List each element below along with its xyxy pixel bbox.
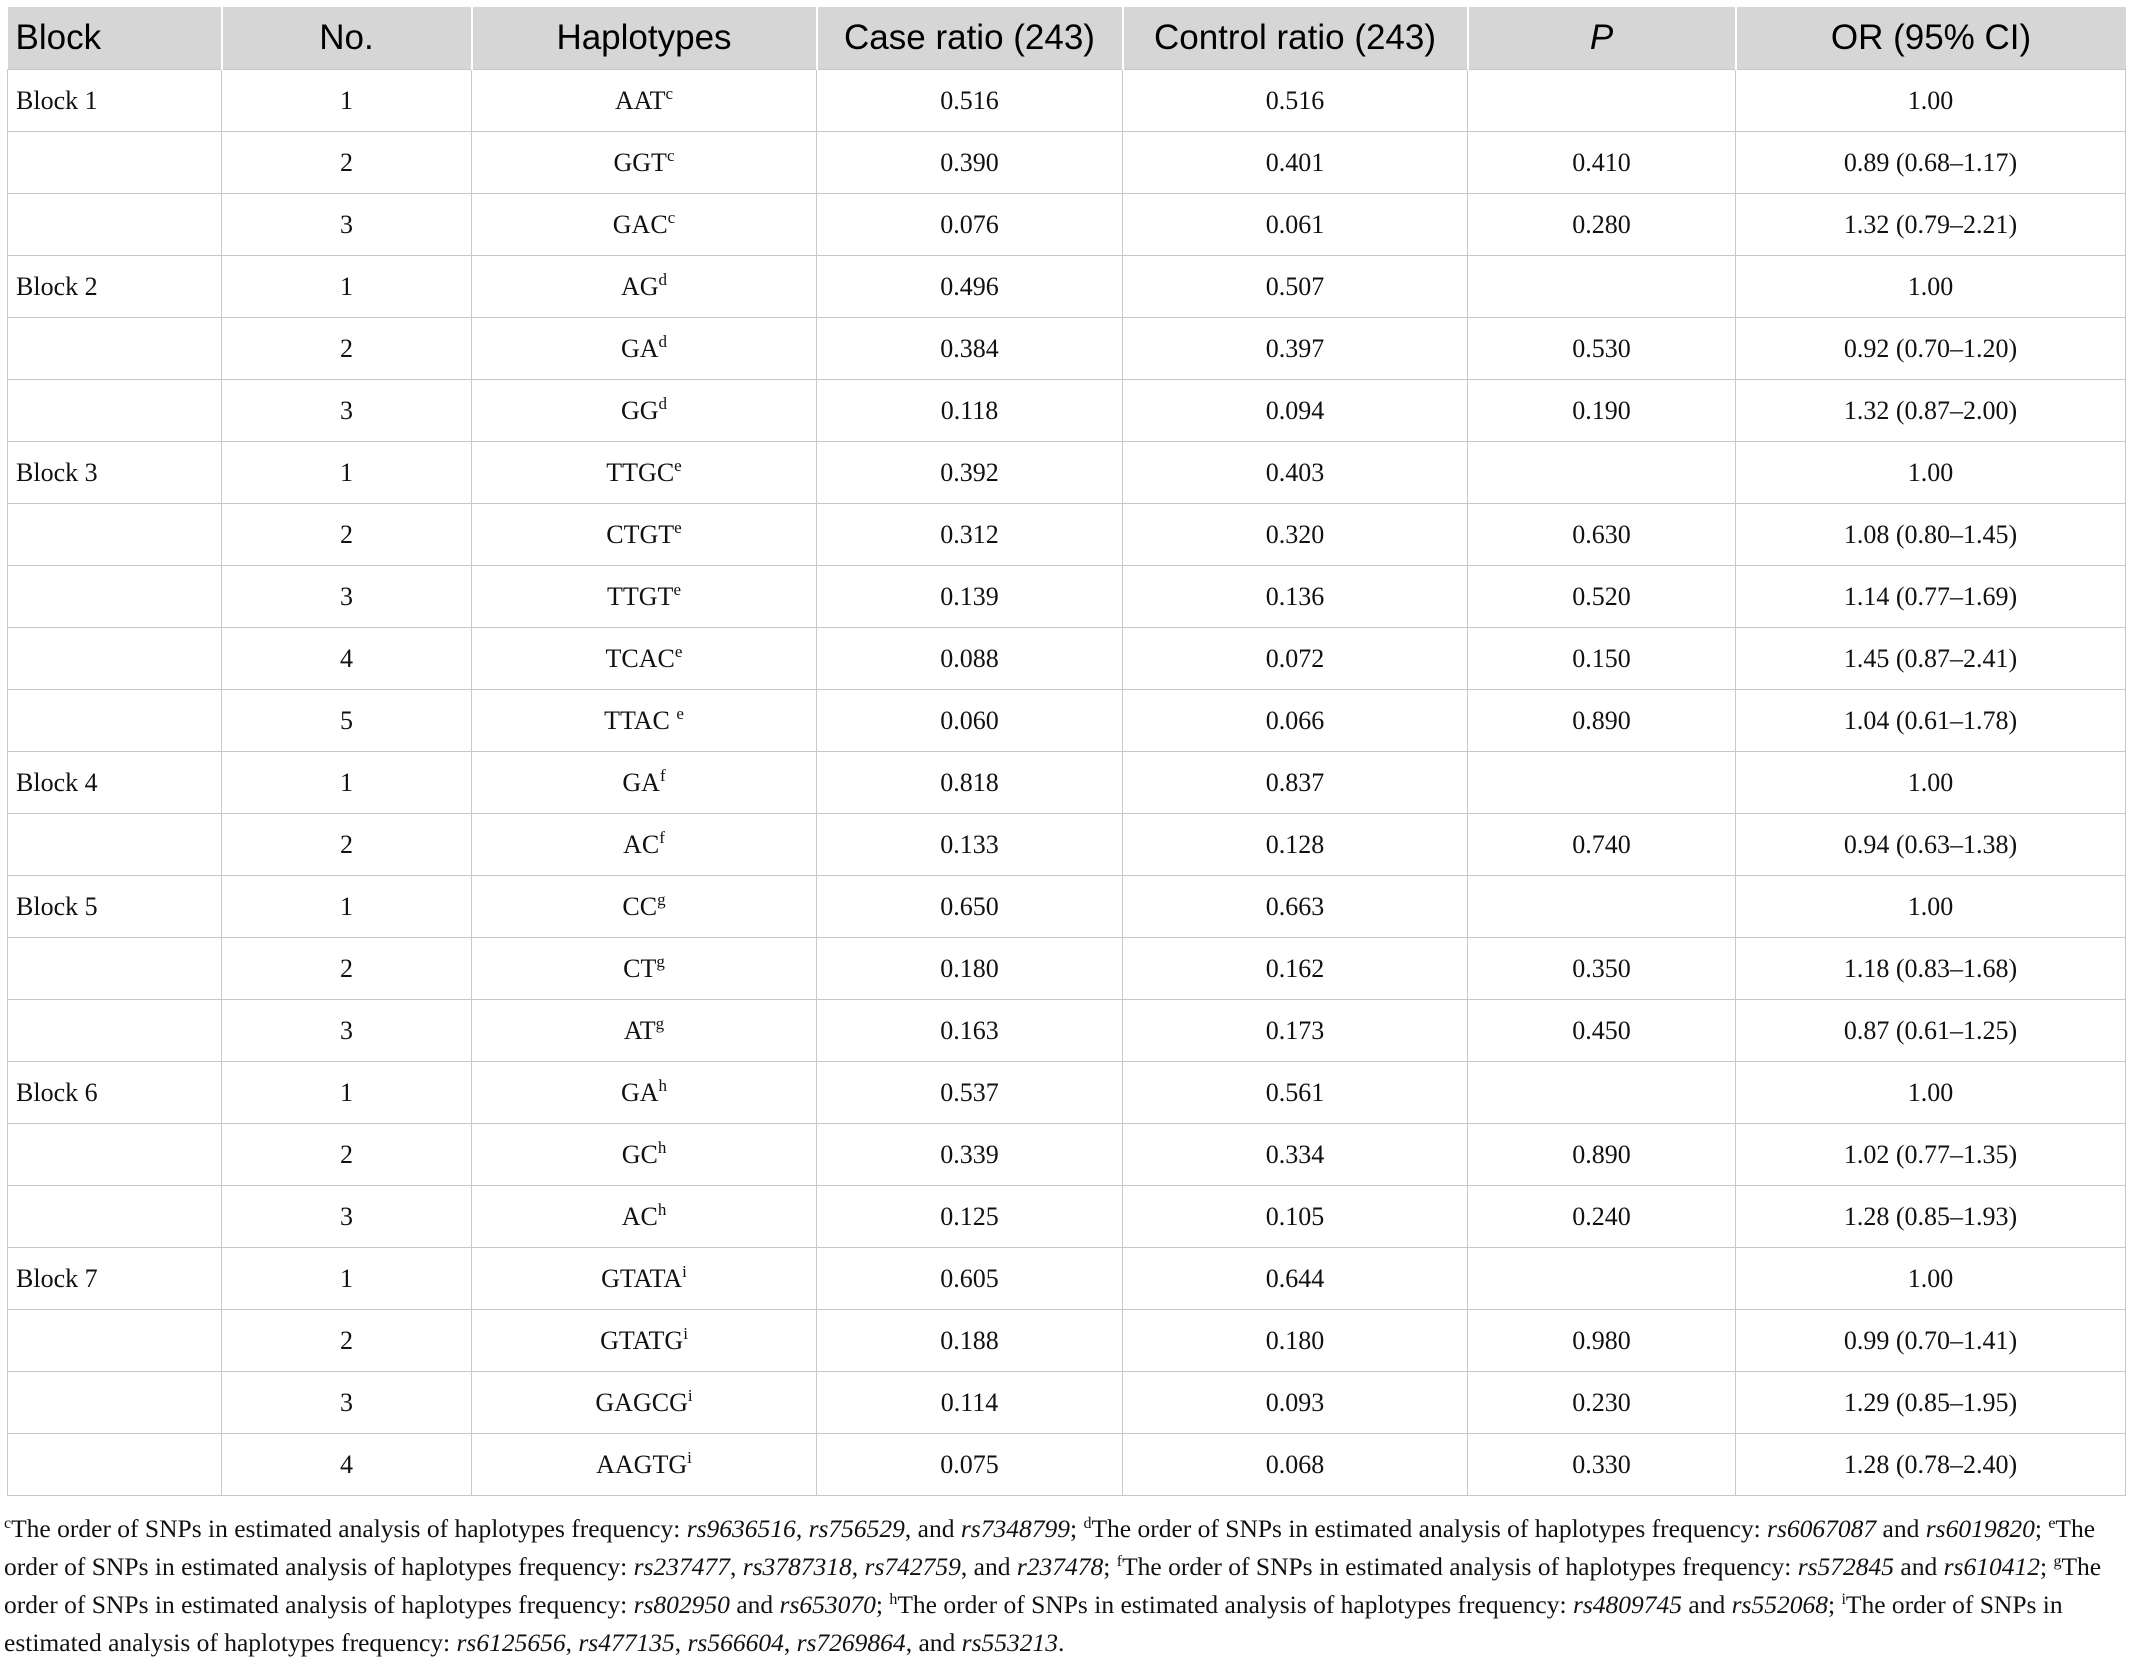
table-footnote bbox=[4, 1510, 2126, 1662]
cell-odds-ratio: 1.32 (0.87–2.00) bbox=[1736, 380, 2126, 442]
cell-p-value: 0.890 bbox=[1468, 1124, 1736, 1186]
cell-p-value: 0.890 bbox=[1468, 690, 1736, 752]
col-header-or: OR (95% CI) bbox=[1736, 7, 2126, 70]
cell-p-value: 0.150 bbox=[1468, 628, 1736, 690]
footnote-mark: d bbox=[1083, 1515, 1092, 1532]
cell-control-ratio: 0.837 bbox=[1123, 752, 1468, 814]
table-row bbox=[8, 1372, 2126, 1434]
footnote-text: and bbox=[1894, 1552, 1944, 1581]
cell-odds-ratio: 1.02 (0.77–1.35) bbox=[1736, 1124, 2126, 1186]
cell-case-ratio: 0.125 bbox=[817, 1186, 1123, 1248]
snp-id: rs653070 bbox=[779, 1590, 876, 1619]
cell-block bbox=[8, 318, 222, 380]
cell-p-value: 0.330 bbox=[1468, 1434, 1736, 1496]
cell-no: 1 bbox=[222, 876, 472, 938]
footnote-marker: d bbox=[658, 331, 668, 351]
cell-control-ratio: 0.162 bbox=[1123, 938, 1468, 1000]
snp-id: rs237477 bbox=[633, 1552, 730, 1581]
footnote-marker: e bbox=[676, 703, 684, 723]
cell-haplotype bbox=[472, 1434, 817, 1496]
cell-no: 2 bbox=[222, 1124, 472, 1186]
cell-p-value: 0.280 bbox=[1468, 194, 1736, 256]
haplotype-sequence: GGT bbox=[613, 147, 667, 177]
cell-p-value: 0.450 bbox=[1468, 1000, 1736, 1062]
haplotype-sequence: GAC bbox=[612, 209, 668, 239]
cell-odds-ratio: 1.14 (0.77–1.69) bbox=[1736, 566, 2126, 628]
snp-id: rs7348799 bbox=[960, 1514, 1070, 1543]
footnote-marker: d bbox=[658, 269, 668, 289]
footnote-text: , bbox=[565, 1628, 579, 1657]
cell-p-value: 0.410 bbox=[1468, 132, 1736, 194]
cell-control-ratio: 0.061 bbox=[1123, 194, 1468, 256]
cell-haplotype bbox=[472, 504, 817, 566]
footnote-marker: e bbox=[673, 579, 681, 599]
cell-block bbox=[8, 380, 222, 442]
cell-case-ratio: 0.390 bbox=[817, 132, 1123, 194]
footnote-mark: f bbox=[1116, 1553, 1123, 1570]
snp-id: rs610412 bbox=[1943, 1552, 2040, 1581]
snp-id: rs3787318 bbox=[742, 1552, 852, 1581]
haplotype-sequence: GTATA bbox=[601, 1263, 683, 1293]
cell-control-ratio: 0.320 bbox=[1123, 504, 1468, 566]
col-header-block: Block bbox=[8, 7, 222, 70]
cell-block: Block 3 bbox=[8, 442, 222, 504]
cell-haplotype bbox=[472, 194, 817, 256]
cell-p-value bbox=[1468, 876, 1736, 938]
cell-odds-ratio: 0.94 (0.63–1.38) bbox=[1736, 814, 2126, 876]
footnote-text: , and bbox=[960, 1552, 1017, 1581]
cell-p-value: 0.520 bbox=[1468, 566, 1736, 628]
cell-odds-ratio: 1.45 (0.87–2.41) bbox=[1736, 628, 2126, 690]
footnote-text: ; bbox=[2039, 1552, 2054, 1581]
cell-haplotype bbox=[472, 1186, 817, 1248]
cell-case-ratio: 0.088 bbox=[817, 628, 1123, 690]
cell-no: 3 bbox=[222, 1000, 472, 1062]
cell-no: 3 bbox=[222, 566, 472, 628]
cell-case-ratio: 0.496 bbox=[817, 256, 1123, 318]
cell-block bbox=[8, 1434, 222, 1496]
cell-p-value: 0.980 bbox=[1468, 1310, 1736, 1372]
footnote-marker: i bbox=[682, 1261, 687, 1281]
footnote-text: and bbox=[729, 1590, 780, 1619]
cell-no: 2 bbox=[222, 132, 472, 194]
cell-no: 3 bbox=[222, 380, 472, 442]
col-header-p: P bbox=[1468, 7, 1736, 70]
cell-block: Block 4 bbox=[8, 752, 222, 814]
cell-odds-ratio: 1.00 bbox=[1736, 876, 2126, 938]
table-row bbox=[8, 1124, 2126, 1186]
cell-p-value: 0.230 bbox=[1468, 1372, 1736, 1434]
cell-p-value bbox=[1468, 442, 1736, 504]
cell-p-value bbox=[1468, 752, 1736, 814]
footnote-text: ; bbox=[1069, 1514, 1084, 1543]
cell-haplotype bbox=[472, 876, 817, 938]
haplotype-sequence: CT bbox=[623, 953, 657, 983]
cell-no: 1 bbox=[222, 442, 472, 504]
cell-p-value: 0.190 bbox=[1468, 380, 1736, 442]
footnote-marker: i bbox=[687, 1447, 692, 1467]
cell-case-ratio: 0.537 bbox=[817, 1062, 1123, 1124]
cell-p-value: 0.530 bbox=[1468, 318, 1736, 380]
footnote-marker: h bbox=[657, 1137, 667, 1157]
footnote-text: ; bbox=[1103, 1552, 1117, 1581]
cell-control-ratio: 0.173 bbox=[1123, 1000, 1468, 1062]
col-header-case-ratio: Case ratio (243) bbox=[817, 7, 1123, 70]
cell-p-value: 0.630 bbox=[1468, 504, 1736, 566]
haplotype-sequence: TCAC bbox=[605, 643, 675, 673]
footnote-marker: c bbox=[666, 145, 675, 165]
cell-case-ratio: 0.818 bbox=[817, 752, 1123, 814]
snp-id: rs572845 bbox=[1797, 1552, 1895, 1581]
footnote-marker: f bbox=[659, 827, 665, 847]
cell-block bbox=[8, 1372, 222, 1434]
cell-odds-ratio: 1.00 bbox=[1736, 70, 2126, 132]
table-row bbox=[8, 504, 2126, 566]
table-row bbox=[8, 318, 2126, 380]
footnote-text: and bbox=[1876, 1514, 1926, 1543]
cell-haplotype bbox=[472, 442, 817, 504]
cell-control-ratio: 0.180 bbox=[1123, 1310, 1468, 1372]
cell-no: 3 bbox=[222, 1372, 472, 1434]
footnote-marker: i bbox=[683, 1323, 688, 1343]
footnote-marker: f bbox=[659, 765, 666, 785]
snp-id: rs4809745 bbox=[1572, 1590, 1683, 1619]
table-body bbox=[8, 70, 2126, 1496]
footnote-text: ; bbox=[1827, 1590, 1842, 1619]
footnote-prefix: The order of SNPs in estimated analysis of haplotypes frequency: bbox=[897, 1590, 1573, 1619]
footnote-prefix: The order of SNPs in estimated analysis of haplotypes frequency: bbox=[4, 1590, 2063, 1657]
cell-control-ratio: 0.401 bbox=[1123, 132, 1468, 194]
cell-case-ratio: 0.163 bbox=[817, 1000, 1123, 1062]
footnote-mark: i bbox=[1841, 1591, 1846, 1608]
footnote-prefix: The order of SNPs in estimated analysis of haplotypes frequency: bbox=[1122, 1552, 1798, 1581]
haplotype-sequence: AT bbox=[623, 1015, 656, 1045]
cell-haplotype bbox=[472, 1372, 817, 1434]
cell-odds-ratio: 1.28 (0.85–1.93) bbox=[1736, 1186, 2126, 1248]
footnote-marker: e bbox=[674, 517, 682, 537]
footnote-marker: c bbox=[667, 207, 676, 227]
cell-no: 4 bbox=[222, 1434, 472, 1496]
cell-haplotype bbox=[472, 318, 817, 380]
cell-haplotype bbox=[472, 752, 817, 814]
cell-block bbox=[8, 628, 222, 690]
cell-block bbox=[8, 132, 222, 194]
haplotype-sequence: GA bbox=[622, 767, 660, 797]
cell-control-ratio: 0.334 bbox=[1123, 1124, 1468, 1186]
footnote-prefix: The order of SNPs in estimated analysis of haplotypes frequency: bbox=[4, 1552, 2102, 1619]
footnote-text: and bbox=[1682, 1590, 1732, 1619]
cell-haplotype bbox=[472, 132, 817, 194]
table-row bbox=[8, 876, 2126, 938]
cell-block: Block 5 bbox=[8, 876, 222, 938]
cell-case-ratio: 0.075 bbox=[817, 1434, 1123, 1496]
cell-case-ratio: 0.060 bbox=[817, 690, 1123, 752]
cell-block bbox=[8, 504, 222, 566]
table-row bbox=[8, 938, 2126, 1000]
table-row bbox=[8, 1434, 2126, 1496]
cell-no: 4 bbox=[222, 628, 472, 690]
cell-block bbox=[8, 814, 222, 876]
cell-block: Block 7 bbox=[8, 1248, 222, 1310]
cell-odds-ratio: 0.87 (0.61–1.25) bbox=[1736, 1000, 2126, 1062]
cell-control-ratio: 0.516 bbox=[1123, 70, 1468, 132]
cell-block: Block 1 bbox=[8, 70, 222, 132]
cell-odds-ratio: 1.18 (0.83–1.68) bbox=[1736, 938, 2126, 1000]
cell-case-ratio: 0.384 bbox=[817, 318, 1123, 380]
table-row bbox=[8, 1310, 2126, 1372]
cell-block bbox=[8, 194, 222, 256]
cell-case-ratio: 0.188 bbox=[817, 1310, 1123, 1372]
cell-odds-ratio: 1.04 (0.61–1.78) bbox=[1736, 690, 2126, 752]
cell-no: 1 bbox=[222, 70, 472, 132]
snp-id: r237478 bbox=[1016, 1552, 1104, 1581]
footnote-marker: e bbox=[674, 641, 683, 661]
haplotype-sequence: AC bbox=[623, 829, 660, 859]
cell-case-ratio: 0.312 bbox=[817, 504, 1123, 566]
cell-haplotype bbox=[472, 628, 817, 690]
cell-case-ratio: 0.180 bbox=[817, 938, 1123, 1000]
cell-case-ratio: 0.114 bbox=[817, 1372, 1123, 1434]
cell-control-ratio: 0.128 bbox=[1123, 814, 1468, 876]
cell-odds-ratio: 0.92 (0.70–1.20) bbox=[1736, 318, 2126, 380]
cell-block: Block 2 bbox=[8, 256, 222, 318]
cell-block bbox=[8, 1186, 222, 1248]
footnote-prefix: The order of SNPs in estimated analysis of haplotypes frequency: bbox=[1091, 1514, 1768, 1543]
cell-control-ratio: 0.094 bbox=[1123, 380, 1468, 442]
snp-id: rs566604 bbox=[687, 1628, 784, 1657]
footnote-prefix: The order of SNPs in estimated analysis of haplotypes frequency: bbox=[4, 1514, 2096, 1581]
footnote-marker: i bbox=[687, 1385, 693, 1405]
cell-odds-ratio: 1.28 (0.78–2.40) bbox=[1736, 1434, 2126, 1496]
cell-no: 1 bbox=[222, 1062, 472, 1124]
snp-id: rs6067087 bbox=[1767, 1514, 1877, 1543]
cell-no: 5 bbox=[222, 690, 472, 752]
cell-p-value bbox=[1468, 1062, 1736, 1124]
cell-p-value: 0.240 bbox=[1468, 1186, 1736, 1248]
footnote-text: ; bbox=[875, 1590, 890, 1619]
table-row bbox=[8, 70, 2126, 132]
table-row bbox=[8, 1186, 2126, 1248]
cell-odds-ratio: 1.32 (0.79–2.21) bbox=[1736, 194, 2126, 256]
col-header-no: No. bbox=[222, 7, 472, 70]
snp-id: rs553213 bbox=[961, 1628, 1058, 1657]
footnote-text: , bbox=[795, 1514, 809, 1543]
cell-odds-ratio: 1.00 bbox=[1736, 442, 2126, 504]
cell-p-value bbox=[1468, 1248, 1736, 1310]
cell-haplotype bbox=[472, 1000, 817, 1062]
snp-id: rs6019820 bbox=[1925, 1514, 2035, 1543]
table-row bbox=[8, 442, 2126, 504]
footnote-mark: e bbox=[2048, 1515, 2056, 1532]
footnote-mark: c bbox=[4, 1515, 12, 1532]
cell-no: 2 bbox=[222, 814, 472, 876]
table-row bbox=[8, 628, 2126, 690]
cell-block bbox=[8, 1124, 222, 1186]
cell-odds-ratio: 0.99 (0.70–1.41) bbox=[1736, 1310, 2126, 1372]
col-header-control-ratio: Control ratio (243) bbox=[1123, 7, 1468, 70]
haplotype-sequence: TTAC bbox=[604, 705, 677, 735]
cell-case-ratio: 0.339 bbox=[817, 1124, 1123, 1186]
cell-p-value bbox=[1468, 256, 1736, 318]
snp-id: rs7269864 bbox=[796, 1628, 906, 1657]
cell-odds-ratio: 1.00 bbox=[1736, 752, 2126, 814]
table-row bbox=[8, 256, 2126, 318]
snp-id: rs756529 bbox=[808, 1514, 905, 1543]
cell-no: 2 bbox=[222, 318, 472, 380]
cell-haplotype bbox=[472, 70, 817, 132]
cell-block bbox=[8, 1310, 222, 1372]
table-row bbox=[8, 566, 2126, 628]
footnote-text: , bbox=[729, 1552, 743, 1581]
cell-control-ratio: 0.403 bbox=[1123, 442, 1468, 504]
haplotype-table-container bbox=[7, 7, 2125, 1496]
snp-id: rs477135 bbox=[578, 1628, 675, 1657]
footnote-marker: g bbox=[657, 889, 666, 909]
cell-control-ratio: 0.072 bbox=[1123, 628, 1468, 690]
snp-id: rs9636516 bbox=[686, 1514, 796, 1543]
cell-block bbox=[8, 938, 222, 1000]
cell-no: 2 bbox=[222, 1310, 472, 1372]
cell-no: 1 bbox=[222, 752, 472, 814]
haplotype-sequence: AAT bbox=[614, 85, 666, 115]
cell-p-value: 0.740 bbox=[1468, 814, 1736, 876]
snp-id: rs552068 bbox=[1731, 1590, 1828, 1619]
haplotype-table bbox=[7, 7, 2126, 1496]
cell-odds-ratio: 1.08 (0.80–1.45) bbox=[1736, 504, 2126, 566]
cell-block bbox=[8, 1000, 222, 1062]
cell-no: 2 bbox=[222, 504, 472, 566]
cell-control-ratio: 0.561 bbox=[1123, 1062, 1468, 1124]
cell-control-ratio: 0.644 bbox=[1123, 1248, 1468, 1310]
cell-control-ratio: 0.105 bbox=[1123, 1186, 1468, 1248]
cell-haplotype bbox=[472, 1310, 817, 1372]
cell-haplotype bbox=[472, 1248, 817, 1310]
snp-id: rs802950 bbox=[633, 1590, 730, 1619]
cell-haplotype bbox=[472, 690, 817, 752]
haplotype-sequence: GTATG bbox=[600, 1325, 684, 1355]
cell-no: 1 bbox=[222, 256, 472, 318]
cell-haplotype bbox=[472, 256, 817, 318]
cell-case-ratio: 0.392 bbox=[817, 442, 1123, 504]
cell-case-ratio: 0.133 bbox=[817, 814, 1123, 876]
cell-control-ratio: 0.093 bbox=[1123, 1372, 1468, 1434]
cell-no: 2 bbox=[222, 938, 472, 1000]
cell-haplotype bbox=[472, 1062, 817, 1124]
footnote-prefix: The order of SNPs in estimated analysis of haplotypes frequency: bbox=[11, 1514, 687, 1543]
cell-haplotype bbox=[472, 1124, 817, 1186]
cell-odds-ratio: 1.29 (0.85–1.95) bbox=[1736, 1372, 2126, 1434]
haplotype-sequence: AG bbox=[620, 271, 659, 301]
cell-block bbox=[8, 690, 222, 752]
footnote-text: , bbox=[783, 1628, 797, 1657]
haplotype-sequence: TTGC bbox=[606, 457, 675, 487]
footnote-marker: c bbox=[665, 83, 674, 103]
header-row bbox=[8, 7, 2126, 70]
footnote-text: , bbox=[851, 1552, 865, 1581]
footnote-marker: d bbox=[658, 393, 668, 413]
cell-p-value: 0.350 bbox=[1468, 938, 1736, 1000]
table-row bbox=[8, 814, 2126, 876]
cell-case-ratio: 0.605 bbox=[817, 1248, 1123, 1310]
table-row bbox=[8, 1248, 2126, 1310]
table-row bbox=[8, 690, 2126, 752]
haplotype-sequence: TTGT bbox=[607, 581, 674, 611]
cell-haplotype bbox=[472, 380, 817, 442]
cell-case-ratio: 0.076 bbox=[817, 194, 1123, 256]
haplotype-sequence: CTGT bbox=[606, 519, 675, 549]
table-row bbox=[8, 1062, 2126, 1124]
haplotype-sequence: AAGTG bbox=[596, 1449, 688, 1479]
footnote-text: . bbox=[1058, 1628, 1065, 1657]
cell-no: 1 bbox=[222, 1248, 472, 1310]
footnote-text: ; bbox=[2034, 1514, 2049, 1543]
cell-haplotype bbox=[472, 566, 817, 628]
cell-haplotype bbox=[472, 814, 817, 876]
cell-control-ratio: 0.068 bbox=[1123, 1434, 1468, 1496]
cell-control-ratio: 0.663 bbox=[1123, 876, 1468, 938]
col-header-haplotypes: Haplotypes bbox=[472, 7, 817, 70]
haplotype-sequence: AC bbox=[621, 1201, 658, 1231]
haplotype-sequence: GA bbox=[620, 333, 659, 363]
footnote-text: , and bbox=[905, 1628, 962, 1657]
snp-id: rs6125656 bbox=[456, 1628, 566, 1657]
footnote-marker: g bbox=[655, 1013, 665, 1033]
cell-odds-ratio: 1.00 bbox=[1736, 1062, 2126, 1124]
cell-no: 3 bbox=[222, 194, 472, 256]
footnote-marker: h bbox=[657, 1199, 667, 1219]
haplotype-sequence: GC bbox=[621, 1139, 658, 1169]
footnote-mark: h bbox=[889, 1591, 898, 1608]
cell-control-ratio: 0.136 bbox=[1123, 566, 1468, 628]
cell-block bbox=[8, 566, 222, 628]
table-row bbox=[8, 380, 2126, 442]
cell-odds-ratio: 1.00 bbox=[1736, 1248, 2126, 1310]
cell-haplotype bbox=[472, 938, 817, 1000]
haplotype-sequence: CC bbox=[622, 891, 658, 921]
cell-block: Block 6 bbox=[8, 1062, 222, 1124]
cell-control-ratio: 0.507 bbox=[1123, 256, 1468, 318]
haplotype-sequence: GAGCG bbox=[595, 1387, 688, 1417]
cell-control-ratio: 0.066 bbox=[1123, 690, 1468, 752]
cell-no: 3 bbox=[222, 1186, 472, 1248]
cell-case-ratio: 0.118 bbox=[817, 380, 1123, 442]
cell-case-ratio: 0.516 bbox=[817, 70, 1123, 132]
cell-odds-ratio: 0.89 (0.68–1.17) bbox=[1736, 132, 2126, 194]
cell-case-ratio: 0.139 bbox=[817, 566, 1123, 628]
table-row bbox=[8, 752, 2126, 814]
footnote-marker: h bbox=[658, 1075, 668, 1095]
cell-odds-ratio: 1.00 bbox=[1736, 256, 2126, 318]
cell-control-ratio: 0.397 bbox=[1123, 318, 1468, 380]
footnote-marker: e bbox=[674, 455, 682, 475]
table-row bbox=[8, 132, 2126, 194]
footnote-marker: g bbox=[656, 951, 665, 971]
footnote-mark: g bbox=[2053, 1553, 2062, 1570]
table-row bbox=[8, 194, 2126, 256]
snp-id: rs742759 bbox=[864, 1552, 961, 1581]
footnote-text: , and bbox=[904, 1514, 961, 1543]
footnote-text: , bbox=[674, 1628, 688, 1657]
cell-case-ratio: 0.650 bbox=[817, 876, 1123, 938]
haplotype-sequence: GA bbox=[620, 1077, 659, 1107]
cell-p-value bbox=[1468, 70, 1736, 132]
haplotype-sequence: GG bbox=[620, 395, 659, 425]
table-row bbox=[8, 1000, 2126, 1062]
